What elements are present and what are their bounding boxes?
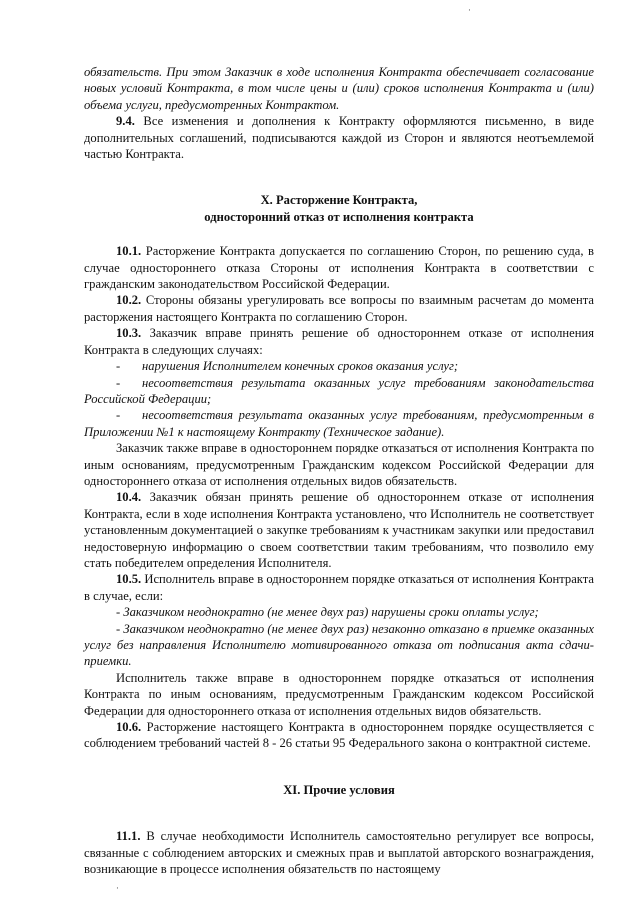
clause-9-4	[84, 113, 594, 162]
list-item: - несоответствия результата оказанных услуг требованиям законодательства Российской Федерации;	[84, 375, 594, 406]
clause-number: 10.5.	[116, 572, 142, 587]
clause-10-2	[84, 292, 594, 325]
list-item: - нарушения Исполнителем конечных сроков оказания услуг;	[116, 359, 459, 374]
scan-mark: ·	[116, 884, 119, 894]
clause-text: Все изменения и дополнения к Контракту оформляются письменно, в виде дополнительных соглашений, подписываются каждой из Сторон и являются неотъемлемой частью Контракта.	[84, 114, 594, 162]
clause-text: Расторжение Контракта допускается по соглашению Сторон, по решению суда, в случае одностороннего отказа Стороны от исполнения Контракта в соответствии с гражданским законодательством Российской Федерации.	[84, 244, 594, 292]
list-item: - Заказчиком неоднократно (не менее двух раз) нарушены сроки оплаты услуг;	[116, 605, 539, 620]
clause-text: Стороны обязаны урегулировать все вопросы по взаимным расчетам до момента расторжения настоящего Контракта по соглашению Сторон.	[84, 293, 594, 324]
clause-number: 10.4.	[116, 490, 142, 505]
clause-10-3	[84, 325, 594, 358]
clause-number: 10.1.	[116, 244, 142, 259]
clause-number: 10.2.	[116, 293, 142, 308]
section-10-subtitle: односторонний отказ от исполнения контракта	[204, 209, 474, 224]
clause-11-1	[84, 828, 594, 877]
section-10-title: X. Расторжение Контракта,	[260, 193, 418, 208]
clause-text: Заказчик вправе принять решение об одностороннем отказе от исполнения Контракта в следующих случаях:	[84, 326, 594, 357]
clause-number: 9.4.	[116, 114, 135, 129]
clause-10-5-extra: Исполнитель также вправе в одностороннем порядке отказаться от исполнения Контракта по иным основаниям, предусмотренным Гражданским кодексом Российской Федерации для одностороннего отказа от исполнения отдельных видов обязательств.	[84, 670, 594, 718]
clause-10-6	[84, 719, 594, 752]
clause-10-3-extra: Заказчик также вправе в одностороннем порядке отказаться от исполнения Контракта по иным основаниям, предусмотренным Гражданским кодексом Российской Федерации для одностороннего отказа от исполнения отдельных видов обязательств.	[84, 441, 594, 488]
list-item: - Заказчиком неоднократно (не менее двух раз) незаконно отказано в приемке оказанных услуг без направления Исполнителю мотивированного отказа от подписания акта сдачи-приемки.	[84, 621, 594, 669]
scan-mark: ·	[468, 6, 471, 16]
document-page	[84, 64, 594, 877]
clause-number: 11.1.	[116, 829, 141, 844]
clause-text: Расторжение настоящего Контракта в одностороннем порядке осуществляется с соблюдением требований частей 8 - 26 статьи 95 Федерального закона о контрактной системе.	[84, 720, 594, 751]
clause-number: 10.3.	[116, 326, 142, 341]
clause-10-1	[84, 243, 594, 292]
clause-10-4	[84, 489, 594, 571]
clause-number: 10.6.	[116, 720, 142, 735]
list-item: - несоответствия результата оказанных услуг требованиям, предусмотренным в Приложении №1 к настоящему Контракту (Техническое задание).	[84, 408, 594, 439]
clause-text: Заказчик обязан принять решение об одностороннем отказе от исполнения Контракта, если в ходе исполнения Контракта установлено, что Исполнитель не соответствует установленным документацией о закупке требованиям к участникам закупки или предоставил недостоверную информацию о своем соответствии таким требованиям, что позволило ему стать победителем определения Исполнителя.	[84, 490, 594, 570]
clause-10-5	[84, 571, 594, 604]
continued-paragraph: обязательств. При этом Заказчик в ходе исполнения Контракта обеспечивает согласование новых условий Контракта, в том числе цены и (или) сроков исполнения Контракта и (или) объема услуги, предусмотренных Контрактом.	[84, 65, 594, 112]
clause-text: Исполнитель вправе в одностороннем порядке отказаться от исполнения Контракта в случае, если:	[84, 572, 594, 603]
section-11-title: XI. Прочие условия	[283, 782, 395, 797]
clause-text: В случае необходимости Исполнитель самостоятельно регулирует все вопросы, связанные с соблюдением авторских и смежных прав и выплатой авторского вознаграждения, возникающие в процессе исполнения обязательств по настоящему	[84, 829, 594, 877]
